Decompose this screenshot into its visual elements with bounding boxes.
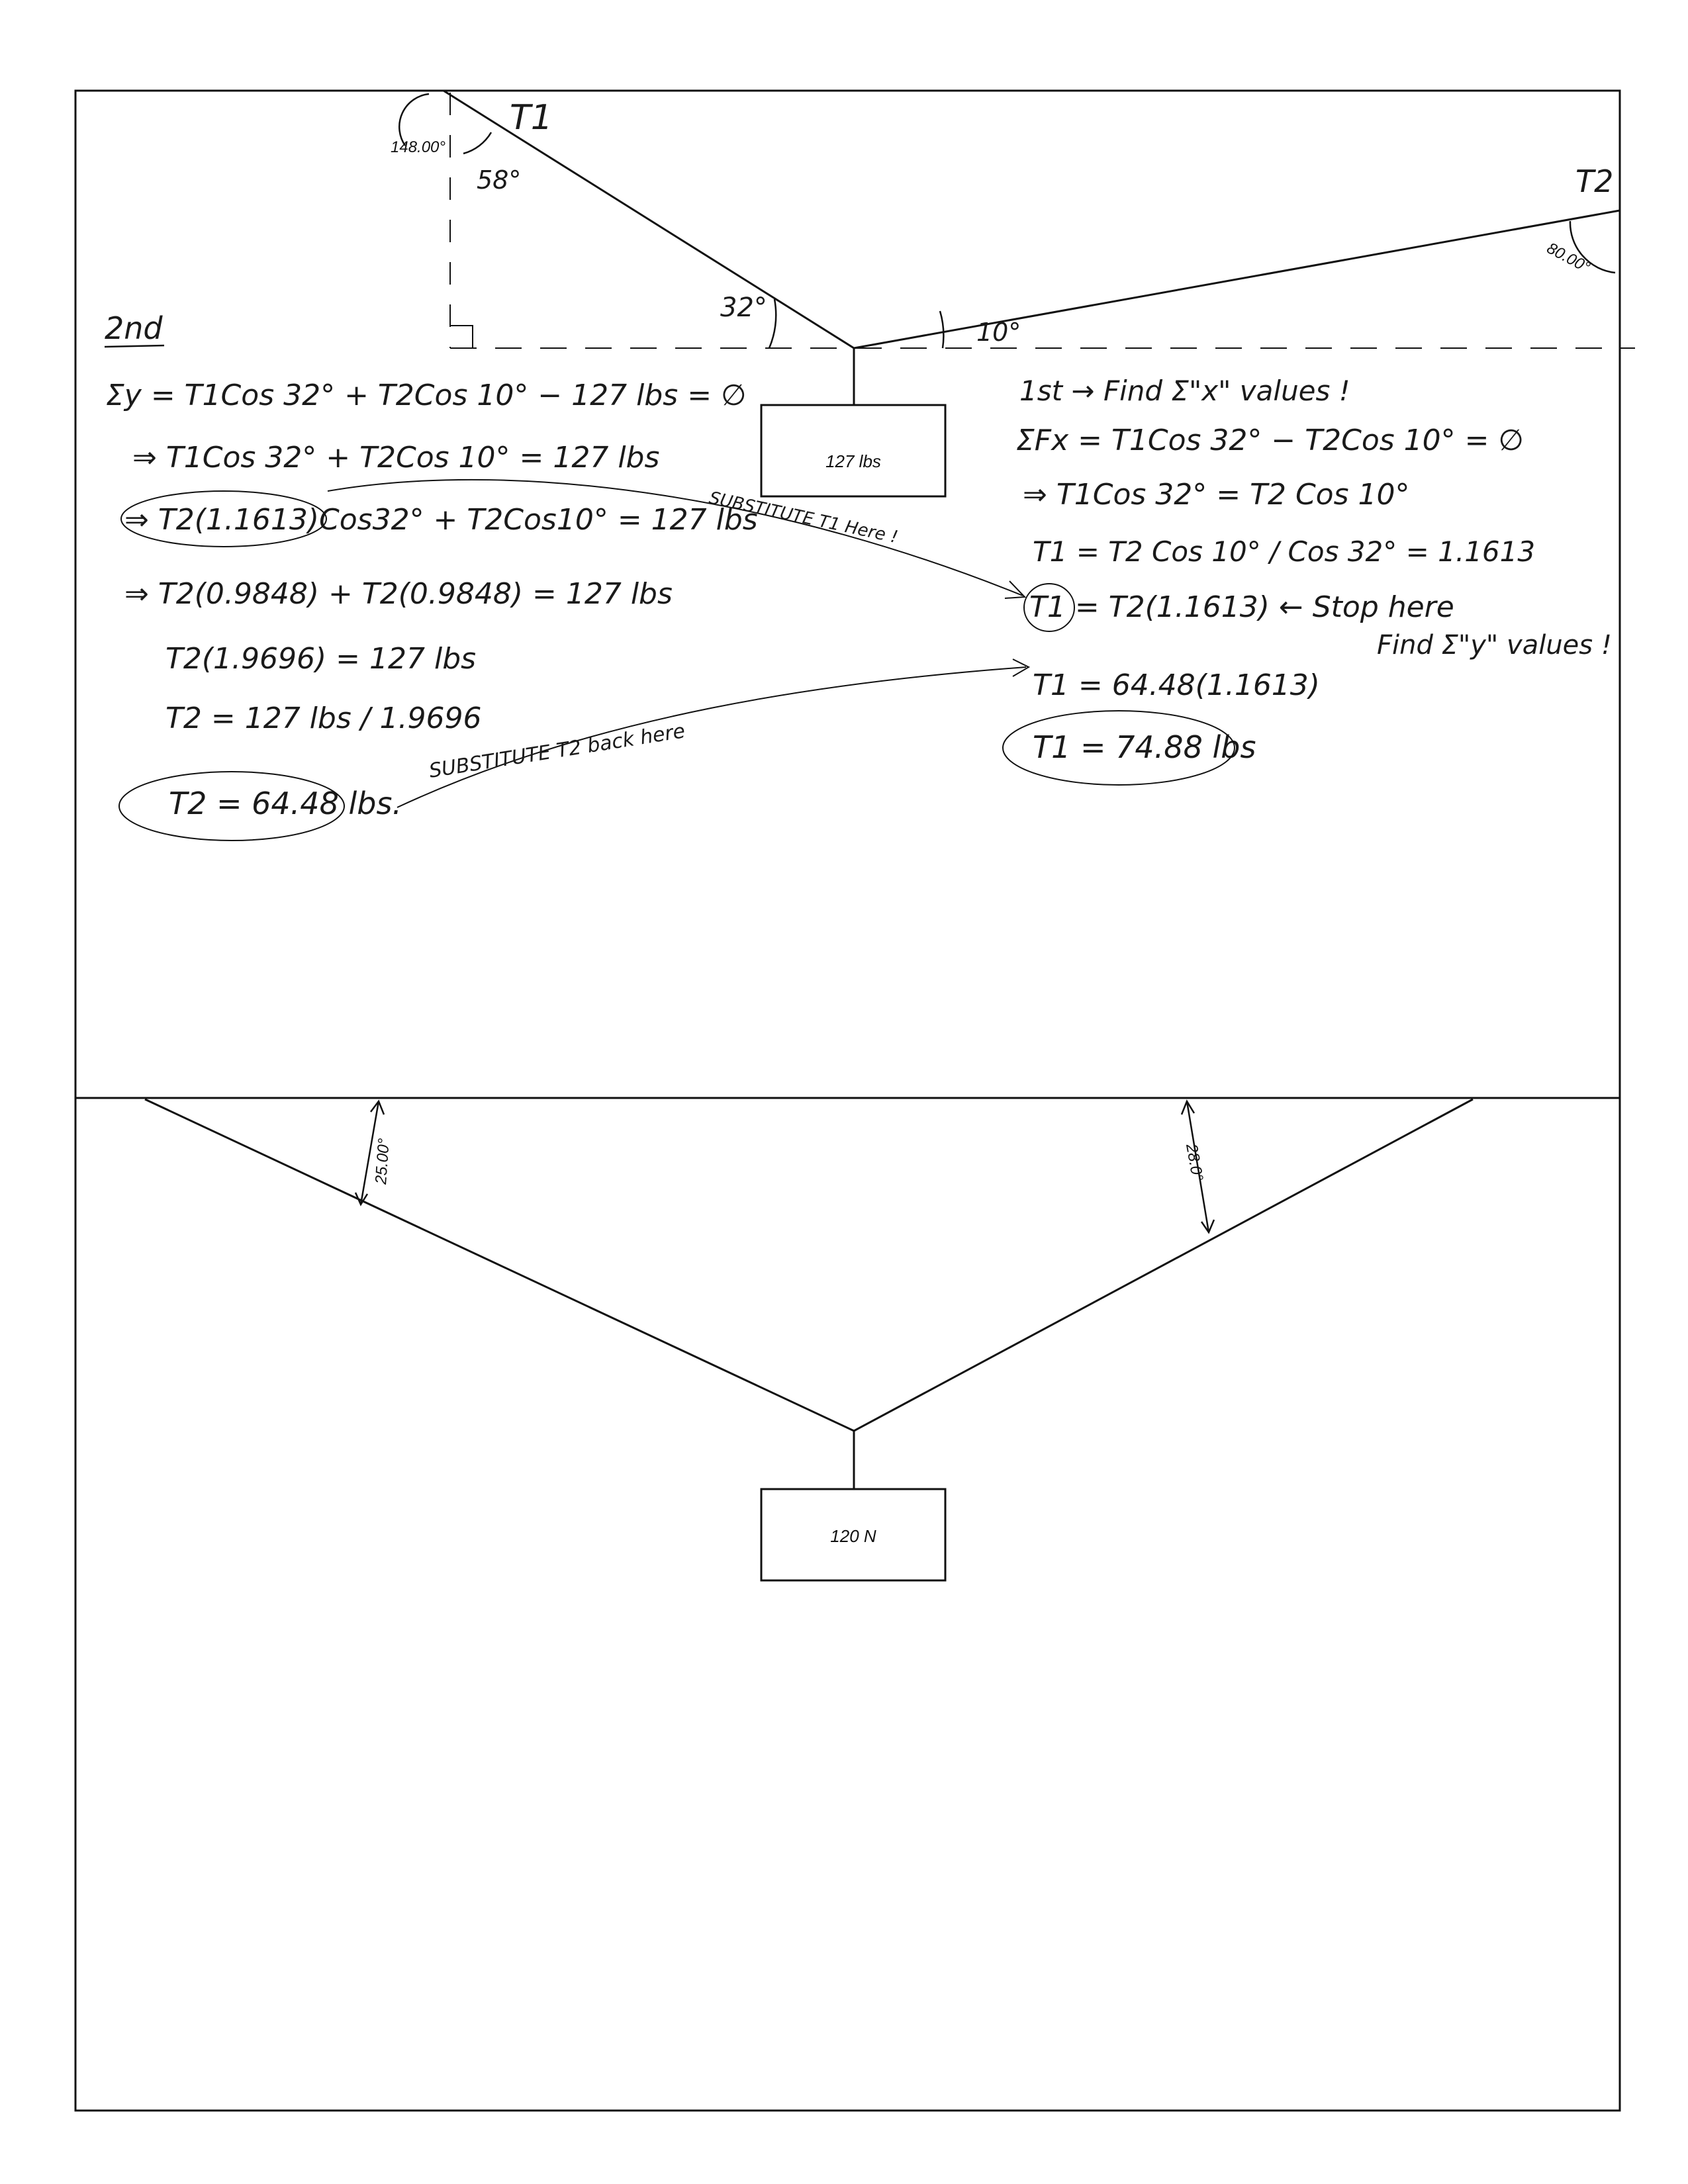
notes-left-heading: 2nd [105,310,163,346]
rope-label-t2: T2 [1575,163,1614,199]
rope-left-bottom [145,1099,854,1431]
bottom-panel-frame [75,1098,1620,2111]
equation-line: ⇒ T1Cos 32° = T2 Cos 10° [1023,478,1410,512]
result-t1: T1 = 74.88 lbs [1033,729,1256,765]
equation-line: ΣFx = T1Cos 32° − T2Cos 10° = ∅ [1016,424,1524,457]
angle-label-80: 80.00° [1544,239,1593,277]
weight-label-bottom: 120 N [830,1526,876,1546]
angle-arc-10 [940,311,943,348]
rope-right-bottom [854,1099,1473,1431]
weight-box-top [761,405,945,496]
equation-line: ⇒ T2(0.9848) + T2(0.9848) = 127 lbs [124,577,673,611]
equation-line: T1 = 64.48(1.1613) [1033,668,1320,702]
arrow-substitute-t2 [397,667,1026,807]
angle-arc-32 [769,299,776,348]
angle-label-10: 10° [976,318,1021,347]
bottom-diagram [145,1099,1473,1580]
angle-label-right-bottom: 28.0° [1182,1142,1207,1183]
result-t2: T2 = 64.48 lbs. [169,786,402,821]
equation-line: T2(1.9696) = 127 lbs [165,642,477,676]
annotation-substitute-t2: SUBSTITUTE T2 back here [427,719,687,783]
rope-t2 [854,210,1620,348]
equation-line: T2 = 127 lbs / 1.9696 [165,702,482,735]
weight-label-top: 127 lbs [825,451,881,471]
equation-line: ⇒ T2(1.1613)Cos32° + T2Cos10° = 127 lbs [124,503,758,537]
rope-label-t1: T1 [510,98,553,138]
right-angle-marker [450,326,473,348]
angle-label-left-bottom: 25.00° [372,1138,393,1185]
equation-line: T1 = T2 Cos 10° / Cos 32° = 1.1613 [1033,535,1536,568]
equation-line: T1 = T2(1.1613) ← Stop here [1029,590,1454,624]
equation-line: ⇒ T1Cos 32° + T2Cos 10° = 127 lbs [132,441,660,475]
angle-label-58: 58° [477,165,522,195]
annotation-substitute-t1: SUBSTITUTE T1 Here ! [707,488,900,548]
equation-line: Σy = T1Cos 32° + T2Cos 10° − 127 lbs = ∅ [106,379,747,412]
notes-right [1003,375,1612,785]
rope-t1 [444,91,854,348]
angle-label-148: 148.00° [391,138,446,156]
angle-label-32: 32° [720,293,767,323]
angle-arc-58 [463,132,491,154]
equation-line: Find Σ"y" values ! [1377,630,1612,660]
notes-right-heading: 1st → Find Σ"x" values ! [1019,375,1350,407]
